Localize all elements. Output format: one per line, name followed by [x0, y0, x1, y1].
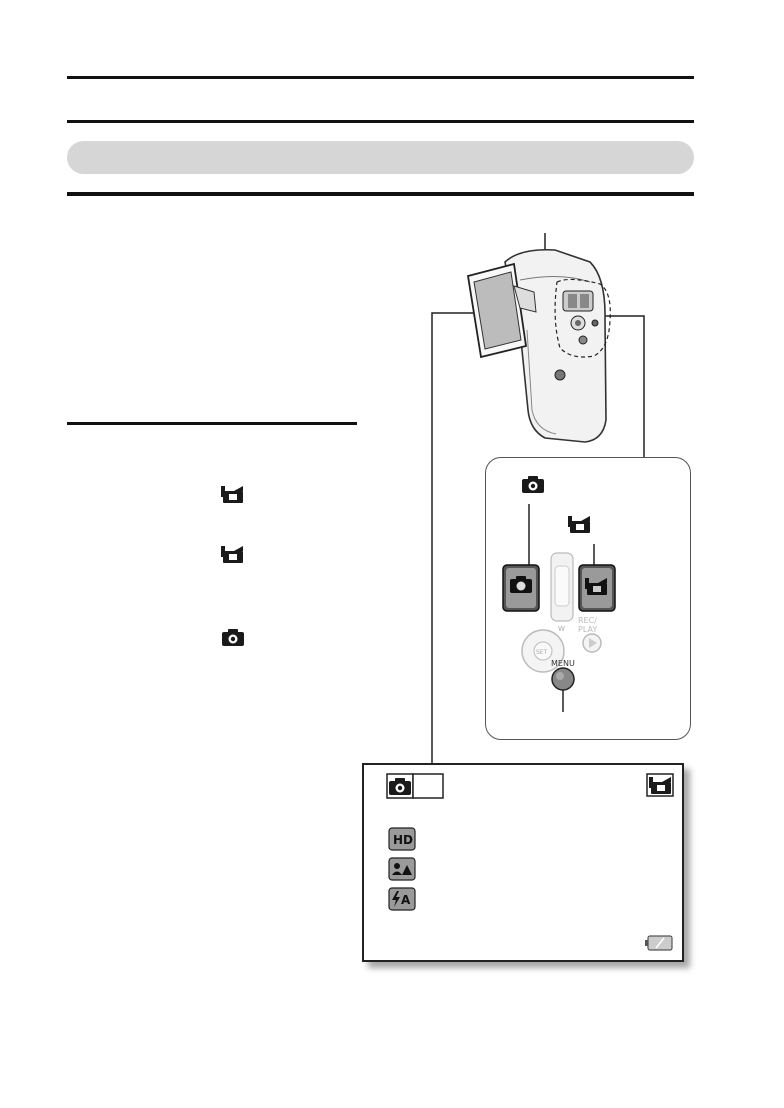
flash-auto-icon	[388, 887, 416, 911]
video-camera-icon	[568, 516, 590, 533]
rec-play-label: REC/	[578, 616, 597, 625]
set-label: SET	[536, 649, 548, 656]
menu-label: MENU	[551, 659, 575, 668]
video-camera-icon	[646, 773, 674, 797]
scene-mode-icon	[388, 857, 416, 881]
battery-icon	[644, 934, 674, 952]
svg-text:W: W	[558, 625, 565, 633]
hd-quality-icon	[388, 827, 416, 851]
camcorder-body	[468, 250, 610, 442]
lcd-screen-display	[362, 763, 684, 962]
hd-text: HD	[393, 833, 414, 847]
camera-icon	[522, 476, 544, 493]
svg-text:PLAY: PLAY	[578, 625, 598, 634]
button-detail-panel	[485, 457, 691, 740]
button-detail-drawing	[486, 458, 690, 739]
svg-text:A: A	[401, 893, 411, 907]
still-mode-indicator	[386, 773, 444, 799]
